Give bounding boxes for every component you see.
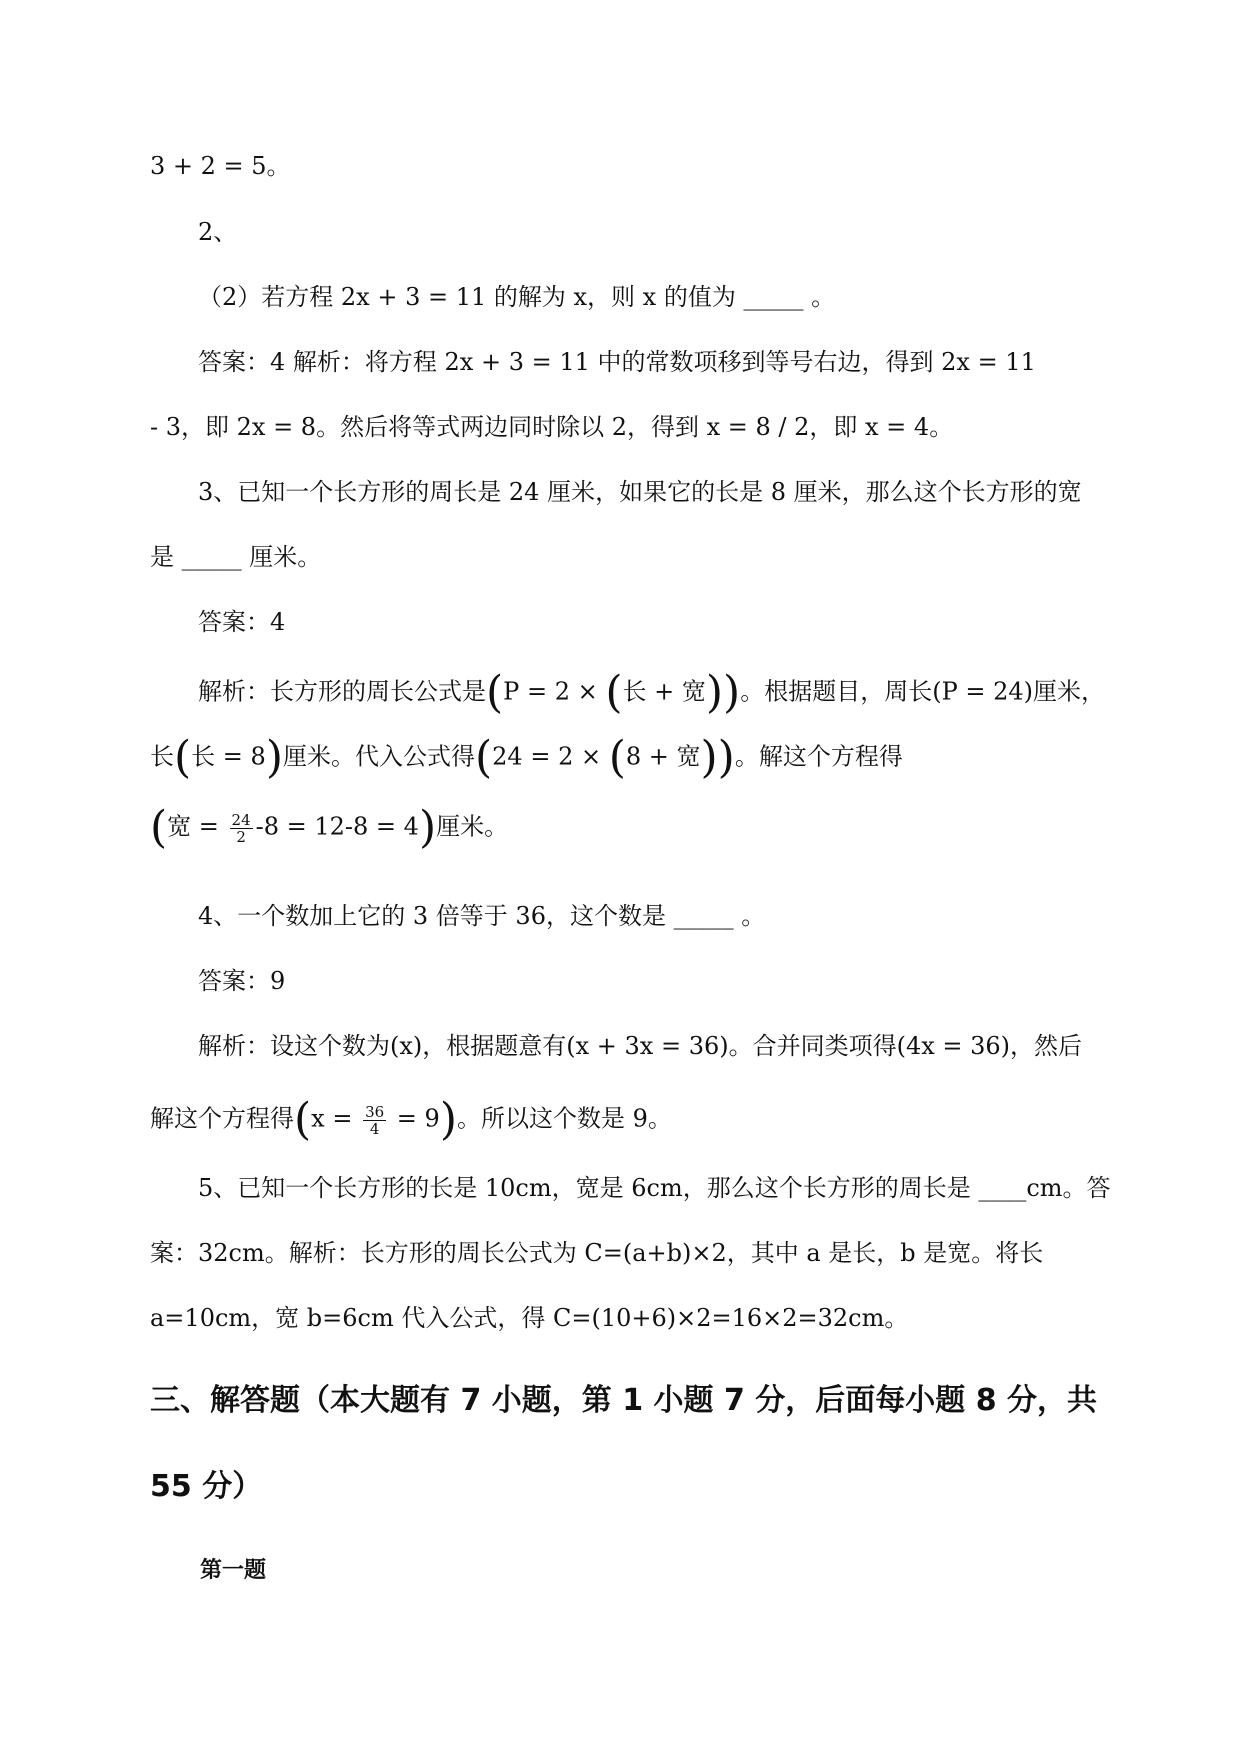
line-prefix: 长 [150,742,174,771]
question-3: 3、已知一个长方形的周长是 24 厘米，如果它的长是 8 厘米，那么这个长方形的宽 [198,478,1082,506]
open-paren: ( [608,732,626,783]
rhs: = 9 [389,1104,440,1133]
open-paren: ( [605,667,623,718]
sub-inner: 8 + 宽 [625,742,701,771]
analysis-line-q4-1 [198,1030,1082,1062]
equation: (x + 3x = 36) [566,1032,729,1060]
question-3-cont: 是 _____ 厘米。 [150,543,322,571]
question-title: 第一题 [200,1558,267,1583]
answer-line: 答案：4 解析：将方程 2x + 3 = 11 中的常数项移到等号右边，得到 2x = 11 [198,348,1036,376]
analysis-mid: ，根据题意有 [422,1032,567,1060]
question-number: 2、 [198,218,238,246]
numerator: 36 [365,1102,385,1121]
analysis-suffix: 厘米， [1033,677,1105,706]
line-suffix: 。解这个方程得 [734,742,903,771]
answer-line: 答案：4 [198,608,286,636]
close-paren: )) [700,732,735,783]
analysis-line-q3-1 [198,667,1105,718]
close-paren: ) [439,1094,457,1145]
open-paren: ( [150,802,168,853]
question-5-cont: 案：32cm。解析：长方形的周长公式为 C=(a+b)×2，其中 a 是长，b 是宽。将长 [150,1239,1044,1267]
question-4: 4、一个数加上它的 3 倍等于 36，这个数是 _____ 。 [198,902,766,930]
length-eq: 长 = 8 [191,742,266,771]
line-suffix: 。所以这个数是 9。 [456,1104,672,1133]
analysis-suffix: ，然后 [1010,1032,1083,1060]
perimeter-eq: (P = 24) [932,677,1033,706]
question-5: 5、已知一个长方形的长是 10cm，宽是 6cm，那么这个长方形的周长是 ____cm。答 [198,1174,1111,1202]
sub-eq: 24 = 2 × [492,742,609,771]
lhs: x = [311,1104,361,1133]
numerator: 24 [231,810,251,829]
analysis-prefix: 解析：设这个数为 [198,1032,390,1060]
open-paren: ( [474,732,493,783]
line-mid: 厘米。代入公式得 [282,742,475,771]
analysis-line-q4-2 [150,1094,672,1145]
close-paren: )) [705,667,741,718]
text-line: 3 + 2 = 5。 [150,152,291,180]
question-5-cont: a=10cm，宽 b=6cm 代入公式，得 C=(10+6)×2=16×2=32cm。 [150,1304,909,1332]
analysis-prefix: 解析：长方形的周长公式是 [198,677,486,706]
analysis-line-q3-2 [150,732,903,783]
open-paren: ( [174,732,192,783]
line-prefix: 解这个方程得 [150,1104,294,1133]
close-paren: ) [265,732,283,783]
close-paren: ) [418,802,437,853]
denominator: 2 [236,827,246,846]
section-heading-cont: 55 分） [150,1469,263,1504]
open-paren: ( [486,667,504,718]
section-heading: 三、解答题（本大题有 7 小题，第 1 小题 7 分，后面每小题 8 分，共 [150,1383,1098,1418]
var: (x) [390,1032,423,1060]
lhs: 宽 = [167,812,227,841]
fraction [363,1104,386,1137]
question-2-2: （2）若方程 2x + 3 = 11 的解为 x，则 x 的值为 _____ 。 [198,283,836,311]
formula-text: P = 2 × [503,677,606,706]
analysis-mid: 。合并同类项得 [728,1032,897,1060]
analysis-line: - 3，即 2x = 8。然后将等式两边同时除以 2，得到 x = 8 / 2，即 x = 4。 [150,413,954,441]
analysis-line-q3-3 [150,802,509,853]
equation: (4x = 36) [896,1032,1011,1060]
answer-line: 答案：9 [198,967,286,995]
analysis-mid: 。根据题目，周长 [740,677,933,706]
rhs: -8 = 12-8 = 4 [255,812,419,841]
line-suffix: 厘米。 [436,812,509,841]
denominator: 4 [369,1119,380,1138]
open-paren: ( [294,1094,312,1145]
formula-sub: 长 + 宽 [622,677,706,706]
fraction [230,812,253,845]
